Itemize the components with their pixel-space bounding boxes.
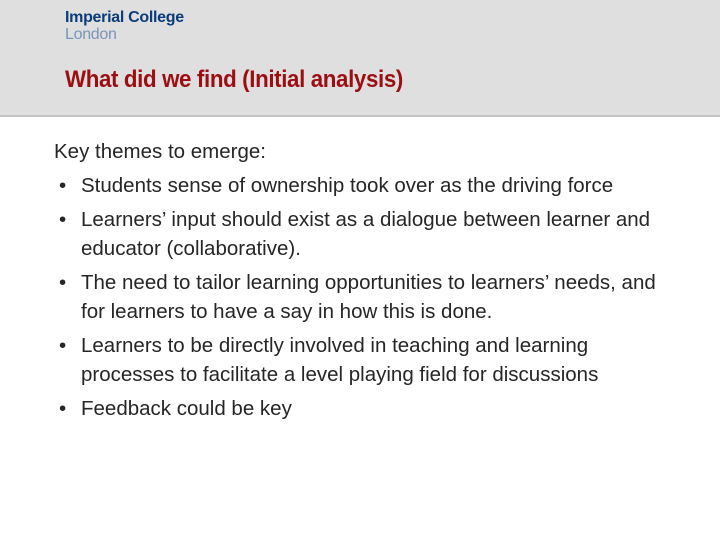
header-band bbox=[0, 0, 720, 117]
bullet-item bbox=[54, 171, 674, 200]
bullet-dot-icon: • bbox=[59, 208, 67, 231]
bullet-text: Learners’ input should exist as a dialogue between learner and educator (collaborative). bbox=[81, 208, 651, 260]
slide-content bbox=[54, 137, 674, 423]
bullet-dot-icon: • bbox=[59, 271, 67, 294]
logo-line-1: Imperial College bbox=[65, 9, 184, 26]
bullet-text: Feedback could be key bbox=[81, 397, 292, 420]
bullet-item bbox=[54, 394, 674, 423]
bullet-dot-icon: • bbox=[59, 397, 67, 420]
slide-title: What did we find (Initial analysis) bbox=[65, 66, 403, 93]
intro-text: Key themes to emerge: bbox=[54, 140, 266, 163]
bullet-dot-icon: • bbox=[59, 174, 67, 197]
bullet-text: Learners to be directly involved in teaching and learning processes to facilitate a level playing field for discussions bbox=[81, 334, 599, 386]
bullet-text: The need to tailor learning opportunities to learners’ needs, and for learners to have a say in how this is done. bbox=[81, 271, 656, 323]
logo-line-2: London bbox=[65, 26, 117, 43]
bullet-dot-icon: • bbox=[59, 334, 67, 357]
imperial-college-logo bbox=[65, 9, 184, 43]
bullet-list bbox=[54, 171, 674, 423]
bullet-item bbox=[54, 268, 674, 326]
bullet-text: Students sense of ownership took over as the driving force bbox=[81, 174, 614, 197]
bullet-item bbox=[54, 205, 674, 263]
bullet-item bbox=[54, 331, 674, 389]
